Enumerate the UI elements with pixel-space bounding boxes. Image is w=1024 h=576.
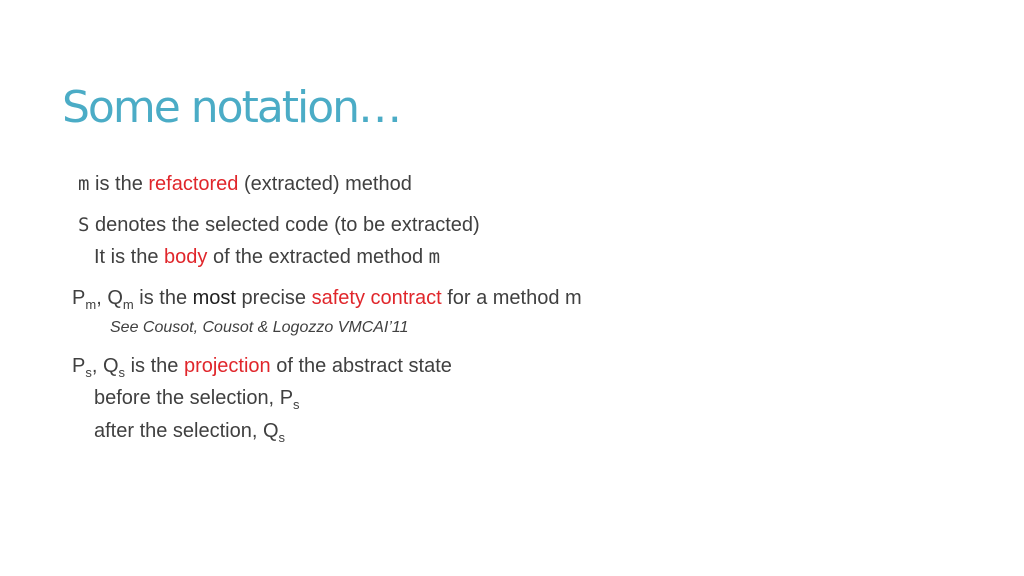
ps-symbol-before: $P_s$ <box>279 387 300 412</box>
line1-text-a: is the <box>89 173 149 195</box>
qm-symbol: $Q_m$ <box>107 287 134 312</box>
line3-text-b: of the extracted method <box>207 246 429 268</box>
line2-text: denotes the selected code (to be extracted) <box>89 214 480 236</box>
separator: , <box>91 355 103 377</box>
code-m-inline: m <box>428 246 441 268</box>
code-m: m <box>78 173 90 195</box>
line4-text-b: precise <box>235 287 312 309</box>
pm-symbol: $P_m$ <box>72 287 97 312</box>
separator: , <box>96 287 108 309</box>
highlight-projection: projection <box>183 355 271 377</box>
line7-text: before the selection, <box>94 387 280 409</box>
citation: See Cousot, Cousot & Logozzo VMCAI’11 <box>110 319 409 336</box>
ps-symbol: $P_s$ <box>72 355 92 380</box>
line-refactored-method <box>78 171 412 197</box>
line4-text-c: for a method m <box>441 287 582 309</box>
line-safety-contract <box>72 285 582 311</box>
line-after-selection <box>94 418 285 444</box>
slide-title: Some notation… <box>62 82 401 133</box>
line-projection <box>72 353 452 379</box>
line-selected-code <box>78 212 480 238</box>
qs-symbol: $Q_s$ <box>102 355 126 380</box>
line6-text-b: of the abstract state <box>270 355 452 377</box>
highlight-body: body <box>164 246 208 268</box>
line-before-selection <box>94 385 300 411</box>
line6-text-a: is the <box>125 355 184 377</box>
line3-text-a: It is the <box>94 246 165 268</box>
code-s: S <box>78 214 90 236</box>
line8-text: after the selection, <box>94 420 263 442</box>
emph-most: most <box>192 287 236 309</box>
line-body-of-method <box>94 244 440 270</box>
highlight-refactored: refactored <box>148 173 239 195</box>
qs-symbol-after: $Q_s$ <box>262 420 286 445</box>
line4-text-a: is the <box>133 287 193 309</box>
line1-text-b: (extracted) method <box>238 173 412 195</box>
highlight-safety-contract: safety contract <box>311 287 442 309</box>
